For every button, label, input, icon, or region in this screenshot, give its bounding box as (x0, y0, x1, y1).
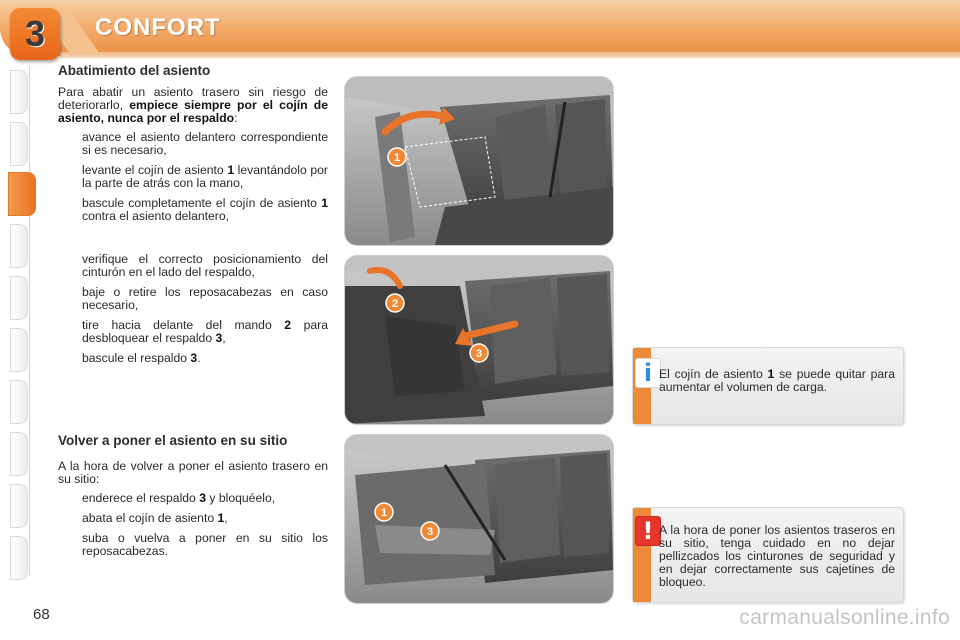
chapter-index-tab-7[interactable] (10, 380, 28, 424)
step-text: enderece el respaldo (82, 491, 200, 505)
fold-steps-list (58, 131, 328, 223)
chapter-index-tab-10[interactable] (10, 536, 28, 580)
header-underline (60, 52, 960, 58)
info-icon: i (635, 358, 661, 388)
chapter-index-tab-8[interactable] (10, 432, 28, 476)
intro-tail: : (234, 111, 238, 125)
step-text: avance el asiento delantero correspondiente si es necesario, (82, 130, 328, 157)
chapter-index-tab-6[interactable] (10, 328, 28, 372)
step-ref: 3 (215, 331, 223, 345)
photo-label: 2 (391, 298, 399, 310)
step-text: levantándolo por la parte de atrás con la mano, (82, 163, 328, 190)
restore-steps-list (58, 492, 328, 558)
list-item (58, 532, 328, 558)
list-item (58, 352, 328, 365)
step-ref: 1 (217, 511, 225, 525)
warning-note (632, 507, 904, 603)
fold-steps-list-2 (58, 253, 328, 365)
photo-fold-cushion (345, 77, 613, 245)
chapter-number-tab: 3 (10, 8, 60, 60)
step-text: . (197, 351, 201, 365)
list-item (58, 492, 328, 505)
step-ref: 2 (284, 318, 292, 332)
warning-icon: ! (635, 516, 661, 546)
step-text: levante el cojín de asiento (82, 163, 228, 177)
chapter-index-tab-3-active[interactable] (8, 172, 36, 216)
chapter-index-tab-9[interactable] (10, 484, 28, 528)
rear-seat-illustration-2 (345, 256, 613, 424)
chapter-index-tab-4[interactable] (10, 224, 28, 268)
info-note-text (659, 368, 895, 394)
step-text: baje o retire los reposacabezas en caso necesario, (82, 285, 328, 312)
step-text: tire hacia delante del mando (82, 318, 285, 332)
step-text: bascule completamente el cojín de asiento (82, 196, 322, 210)
step-text: verifique el correcto posicionamiento del cinturón en el lado del respaldo, (82, 252, 328, 279)
info-ref: 1 (767, 367, 775, 381)
section-intro-fold (58, 86, 328, 125)
chapter-index-tab-5[interactable] (10, 276, 28, 320)
warning-note-text: A la hora de poner los asientos traseros en su sitio, tenga cuidado en no dejar pellizcados los cinturones de seguridad y en dejar correctamente sus cajetines de bloqueo. (659, 523, 895, 589)
step-ref: 3 (199, 491, 206, 505)
chapter-index-tab-1[interactable] (10, 70, 28, 114)
step-text: suba o vuelva a poner en su sitio los reposacabezas. (82, 531, 328, 558)
rear-seat-illustration-3 (345, 435, 613, 603)
photo-label: 3 (426, 526, 434, 538)
list-item (58, 131, 328, 157)
step-ref: 1 (321, 196, 328, 210)
section-restore-seat (58, 433, 328, 565)
photo-label: 1 (380, 507, 388, 519)
list-item (58, 286, 328, 312)
step-text: abata el cojín de asiento (82, 511, 218, 525)
intro-emphasis: empiece siempre por el cojín de asiento, nunca por el respaldo (58, 98, 328, 125)
photo-restore-seat (345, 435, 613, 603)
list-item (58, 319, 328, 345)
watermark: carmanualsonline.info (739, 606, 950, 629)
info-note (632, 347, 904, 425)
list-item (58, 164, 328, 190)
step-text: contra el asiento delantero, (82, 209, 230, 223)
step-text: bascule el respaldo (82, 351, 191, 365)
step-ref: 1 (227, 163, 235, 177)
step-text: , (224, 511, 228, 525)
page-number: 68 (33, 606, 50, 623)
section-intro-restore: A la hora de volver a poner el asiento trasero en su sitio: (58, 459, 328, 486)
info-text: El cojín de asiento (659, 367, 768, 381)
intro-text: Para abatir un asiento trasero sin riesgo de deteriorarlo, (58, 85, 328, 112)
chapter-index-tab-2[interactable] (10, 122, 28, 166)
info-text: se puede quitar para aumentar el volumen de carga. (659, 367, 896, 394)
photo-label: 3 (475, 348, 483, 360)
list-item (58, 197, 328, 223)
photo-fold-backrest (345, 256, 613, 424)
rear-seat-illustration-1 (345, 77, 613, 245)
step-ref: 3 (190, 351, 198, 365)
section-fold-seat (58, 63, 328, 230)
step-text: , (222, 331, 226, 345)
list-item (58, 512, 328, 525)
section-title-restore: Volver a poner el asiento en su sitio (58, 433, 288, 448)
photo-label: 1 (393, 152, 401, 164)
list-item (58, 253, 328, 279)
step-text: para desbloquear el respaldo (82, 318, 328, 345)
step-text: y bloquéelo, (206, 491, 276, 505)
section-title-fold: Abatimiento del asiento (58, 63, 211, 78)
chapter-title: CONFORT (95, 14, 221, 41)
section-fold-seat-continued (58, 253, 328, 372)
